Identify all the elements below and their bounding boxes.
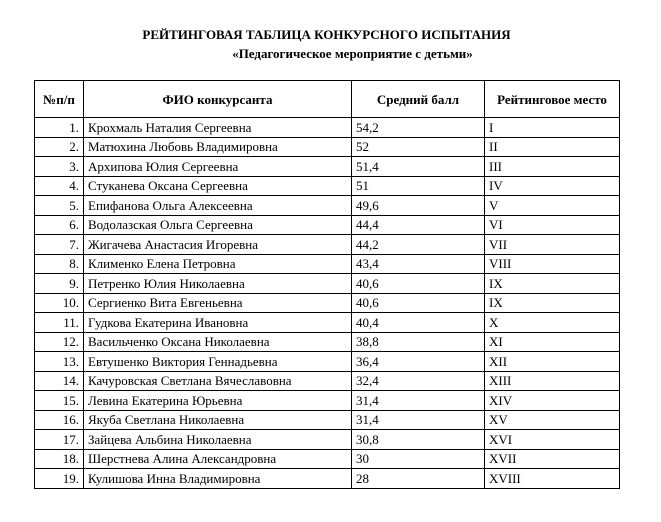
average-score: 38,8 xyxy=(352,332,485,352)
contestant-name: Качуровская Светлана Вячеславовна xyxy=(84,371,352,391)
average-score: 54,2 xyxy=(352,118,485,138)
rating-place: IX xyxy=(485,274,620,294)
table-row xyxy=(35,118,620,138)
average-score: 44,2 xyxy=(352,235,485,255)
contestant-name: Гудкова Екатерина Ивановна xyxy=(84,313,352,333)
table-row xyxy=(35,469,620,489)
table-row xyxy=(35,410,620,430)
contestant-name: Стуканева Оксана Сергеевна xyxy=(84,176,352,196)
table-row xyxy=(35,274,620,294)
rating-place: XVI xyxy=(485,430,620,450)
average-score: 51 xyxy=(352,176,485,196)
row-number: 11. xyxy=(35,313,84,333)
rating-place: IV xyxy=(485,176,620,196)
contestant-name: Евтушенко Виктория Геннадьевна xyxy=(84,352,352,372)
row-number: 7. xyxy=(35,235,84,255)
page-title: РЕЙТИНГОВАЯ ТАБЛИЦА КОНКУРСНОГО ИСПЫТАНИЯ xyxy=(142,27,511,42)
row-number: 4. xyxy=(35,176,84,196)
rating-place: XV xyxy=(485,410,620,430)
row-number: 15. xyxy=(35,391,84,411)
rating-place: V xyxy=(485,196,620,216)
contestant-name: Васильченко Оксана Николаевна xyxy=(84,332,352,352)
row-number: 9. xyxy=(35,274,84,294)
row-number: 14. xyxy=(35,371,84,391)
contestant-name: Кулишова Инна Владимировна xyxy=(84,469,352,489)
rating-place: I xyxy=(485,118,620,138)
average-score: 40,6 xyxy=(352,274,485,294)
average-score: 40,6 xyxy=(352,293,485,313)
contestant-name: Левина Екатерина Юрьевна xyxy=(84,391,352,411)
average-score: 44,4 xyxy=(352,215,485,235)
table-row xyxy=(35,235,620,255)
contestant-name: Архипова Юлия Сергеевна xyxy=(84,157,352,177)
contestant-name: Водолазская Ольга Сергеевна xyxy=(84,215,352,235)
table-row xyxy=(35,352,620,372)
table-row xyxy=(35,391,620,411)
table-row xyxy=(35,137,620,157)
rating-place: XVII xyxy=(485,449,620,469)
row-number: 16. xyxy=(35,410,84,430)
contestant-name: Зайцева Альбина Николаевна xyxy=(84,430,352,450)
row-number: 6. xyxy=(35,215,84,235)
row-number: 19. xyxy=(35,469,84,489)
rating-place: VI xyxy=(485,215,620,235)
average-score: 51,4 xyxy=(352,157,485,177)
contestant-name: Матюхина Любовь Владимировна xyxy=(84,137,352,157)
header-number: №п/п xyxy=(35,81,84,118)
row-number: 3. xyxy=(35,157,84,177)
table-row xyxy=(35,430,620,450)
contestant-name: Епифанова Ольга Алексеевна xyxy=(84,196,352,216)
table-row xyxy=(35,176,620,196)
table-row xyxy=(35,449,620,469)
average-score: 30 xyxy=(352,449,485,469)
row-number: 8. xyxy=(35,254,84,274)
row-number: 10. xyxy=(35,293,84,313)
average-score: 30,8 xyxy=(352,430,485,450)
contestant-name: Крохмаль Наталия Сергеевна xyxy=(84,118,352,138)
average-score: 36,4 xyxy=(352,352,485,372)
average-score: 31,4 xyxy=(352,410,485,430)
average-score: 31,4 xyxy=(352,391,485,411)
rating-place: VIII xyxy=(485,254,620,274)
row-number: 5. xyxy=(35,196,84,216)
table-header-row xyxy=(35,81,620,118)
header-score: Средний балл xyxy=(352,81,485,118)
row-number: 18. xyxy=(35,449,84,469)
average-score: 52 xyxy=(352,137,485,157)
average-score: 49,6 xyxy=(352,196,485,216)
row-number: 13. xyxy=(35,352,84,372)
rating-place: XI xyxy=(485,332,620,352)
header-rank: Рейтинговое место xyxy=(485,81,620,118)
rating-place: XII xyxy=(485,352,620,372)
rating-place: IX xyxy=(485,293,620,313)
table-row xyxy=(35,332,620,352)
table-row xyxy=(35,196,620,216)
rating-place: XIII xyxy=(485,371,620,391)
rating-place: XVIII xyxy=(485,469,620,489)
average-score: 43,4 xyxy=(352,254,485,274)
table-row xyxy=(35,215,620,235)
row-number: 1. xyxy=(35,118,84,138)
contestant-name: Якуба Светлана Николаевна xyxy=(84,410,352,430)
rating-place: II xyxy=(485,137,620,157)
contestant-name: Клименко Елена Петровна xyxy=(84,254,352,274)
table-row xyxy=(35,371,620,391)
average-score: 28 xyxy=(352,469,485,489)
contestant-name: Сергиенко Вита Евгеньевна xyxy=(84,293,352,313)
contestant-name: Жигачева Анастасия Игоревна xyxy=(84,235,352,255)
rating-place: XIV xyxy=(485,391,620,411)
contestant-name: Петренко Юлия Николаевна xyxy=(84,274,352,294)
row-number: 12. xyxy=(35,332,84,352)
contestant-name: Шерстнева Алина Александровна xyxy=(84,449,352,469)
table-row xyxy=(35,293,620,313)
rating-place: VII xyxy=(485,235,620,255)
rating-place: III xyxy=(485,157,620,177)
average-score: 32,4 xyxy=(352,371,485,391)
average-score: 40,4 xyxy=(352,313,485,333)
header-name: ФИО конкурсанта xyxy=(84,81,352,118)
row-number: 2. xyxy=(35,137,84,157)
table-row xyxy=(35,313,620,333)
row-number: 17. xyxy=(35,430,84,450)
rating-table xyxy=(34,80,620,489)
rating-place: X xyxy=(485,313,620,333)
table-row xyxy=(35,157,620,177)
table-row xyxy=(35,254,620,274)
page-subtitle: «Педагогическое мероприятие с детьми» xyxy=(232,46,473,61)
